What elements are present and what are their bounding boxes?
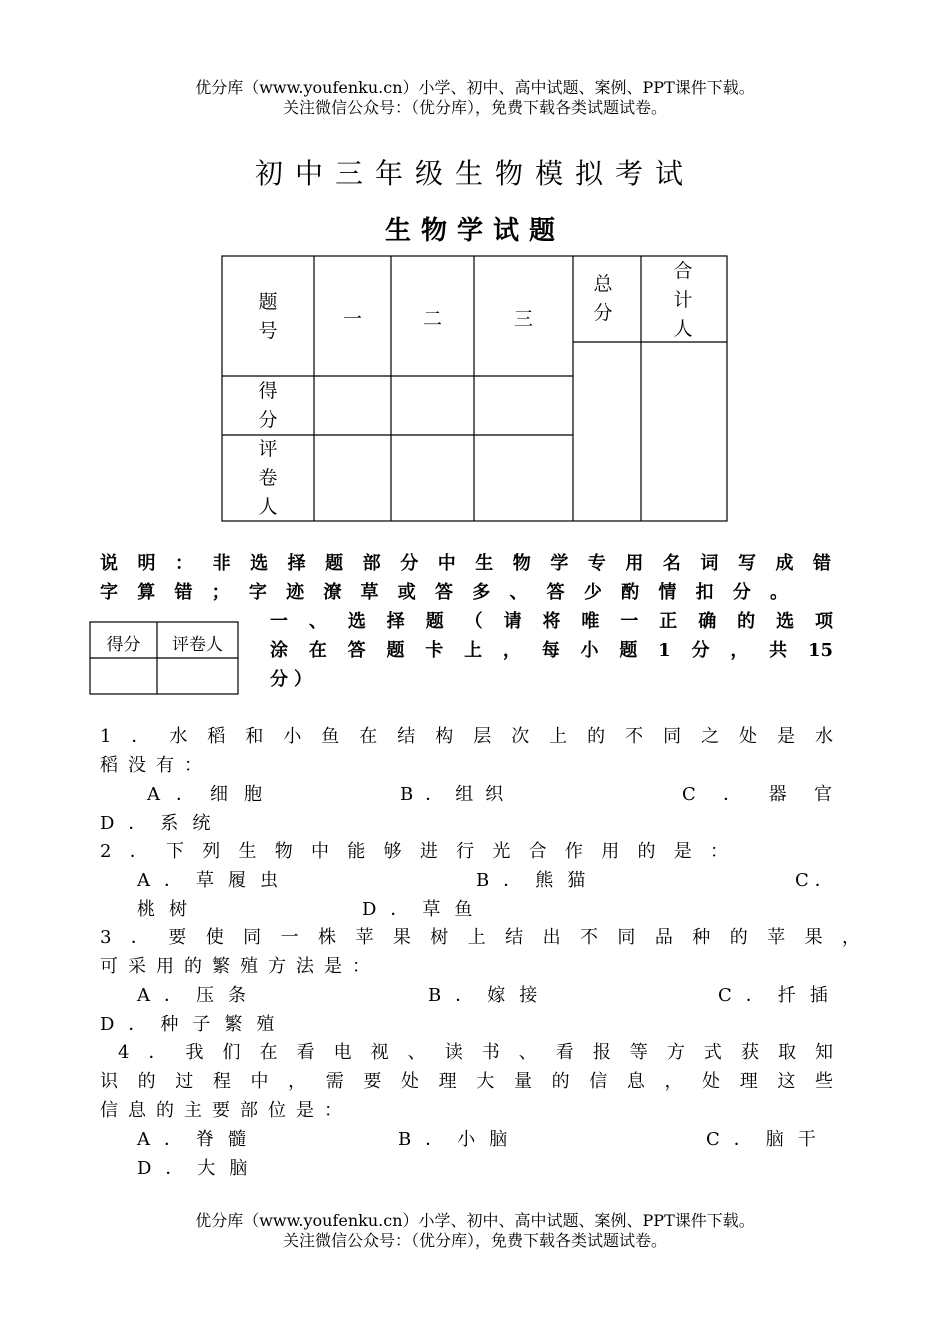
grader-row-label: 评 卷 人 bbox=[258, 438, 278, 518]
col-header-2: 二 bbox=[422, 308, 442, 330]
score-row-label: 得 分 bbox=[258, 380, 278, 431]
q4-option-a: A．脊髓 bbox=[137, 1129, 260, 1150]
total-score-header: 总 分 bbox=[593, 273, 613, 324]
q1-stem-line-1: 1．水稻和小鱼在结构层次上的不同之处是水 bbox=[100, 726, 833, 747]
q3-option-d: D．种子繁殖 bbox=[100, 1014, 289, 1035]
tally-person-header: 合 计 人 bbox=[673, 260, 693, 340]
section1-line-1: 一、选择题（请将唯一正确的选项 bbox=[270, 611, 833, 632]
q4-option-d: D．大脑 bbox=[137, 1158, 262, 1179]
q1-option-b: B．组织 bbox=[400, 784, 516, 805]
q4-stem-line-1: 4．我们在看电视、读书、看报等方式获取知 bbox=[118, 1042, 833, 1063]
q2-option-c-text: 桃树 bbox=[137, 899, 201, 920]
section1-line-3: 分） bbox=[270, 669, 318, 690]
q3-stem-line-2: 可采用的繁殖方法是： bbox=[100, 956, 380, 977]
section1-line-2: 涂在答题卡上，每小题1分，共15 bbox=[270, 640, 833, 661]
q3-option-c: C．扦插 bbox=[718, 985, 842, 1006]
q4-option-c: C．脑干 bbox=[706, 1129, 830, 1150]
q4-stem-line-2: 识的过程中，需要处理大量的信息，处理这些 bbox=[100, 1071, 833, 1092]
col-header-1: 一 bbox=[342, 308, 362, 330]
q4-stem-line-3: 信息的主要部位是： bbox=[100, 1100, 352, 1121]
q1-stem-line-2: 稻没有： bbox=[100, 755, 212, 776]
q4-option-b: B．小脑 bbox=[398, 1129, 522, 1150]
small-box-grader: 评卷人 bbox=[172, 635, 223, 655]
question-no-header: 题 号 bbox=[258, 291, 278, 342]
footer-line-1: 优分库（www.youfenku.cn）小学、初中、高中试题、案例、PPT课件下载。 bbox=[195, 1211, 755, 1230]
q3-stem-line-1: 3．要使同一株苹果树上结出不同品种的苹果， bbox=[100, 927, 860, 948]
exam-title: 初中三年级生物模拟考试 bbox=[254, 157, 695, 190]
q2-option-d: D．草鱼 bbox=[362, 899, 487, 920]
q1-option-d: D．系统 bbox=[100, 813, 225, 834]
q1-option-a: A．细胞 bbox=[147, 784, 278, 805]
q2-option-c-prefix: C． bbox=[795, 870, 839, 891]
q3-option-a: A．压条 bbox=[137, 985, 260, 1006]
q1-option-c: C．器官 bbox=[682, 784, 832, 805]
q2-stem-line-1: 2．下列生物中能够进行光合作用的是： bbox=[100, 841, 728, 862]
note-line-1: 说明：非选择题部分中生物学专用名词写成错 bbox=[100, 553, 833, 574]
small-box-score: 得分 bbox=[106, 635, 141, 655]
footer-line-2: 关注微信公众号：（优分库），免费下载各类试题试卷。 bbox=[282, 1231, 667, 1250]
q3-option-b: B．嫁接 bbox=[428, 985, 552, 1006]
header-line-2: 关注微信公众号：（优分库），免费下载各类试题试卷。 bbox=[282, 98, 667, 117]
col-header-3: 三 bbox=[513, 308, 533, 330]
note-line-2: 字算错；字迹潦草或答多、答少酌情扣分。 bbox=[100, 582, 790, 603]
exam-subtitle: 生物学试题 bbox=[384, 216, 565, 246]
q2-option-a: A．草履虫 bbox=[137, 870, 292, 891]
header-line-1: 优分库（www.youfenku.cn）小学、初中、高中试题、案例、PPT课件下载。 bbox=[195, 78, 755, 97]
q2-option-b: B．熊猫 bbox=[476, 870, 600, 891]
